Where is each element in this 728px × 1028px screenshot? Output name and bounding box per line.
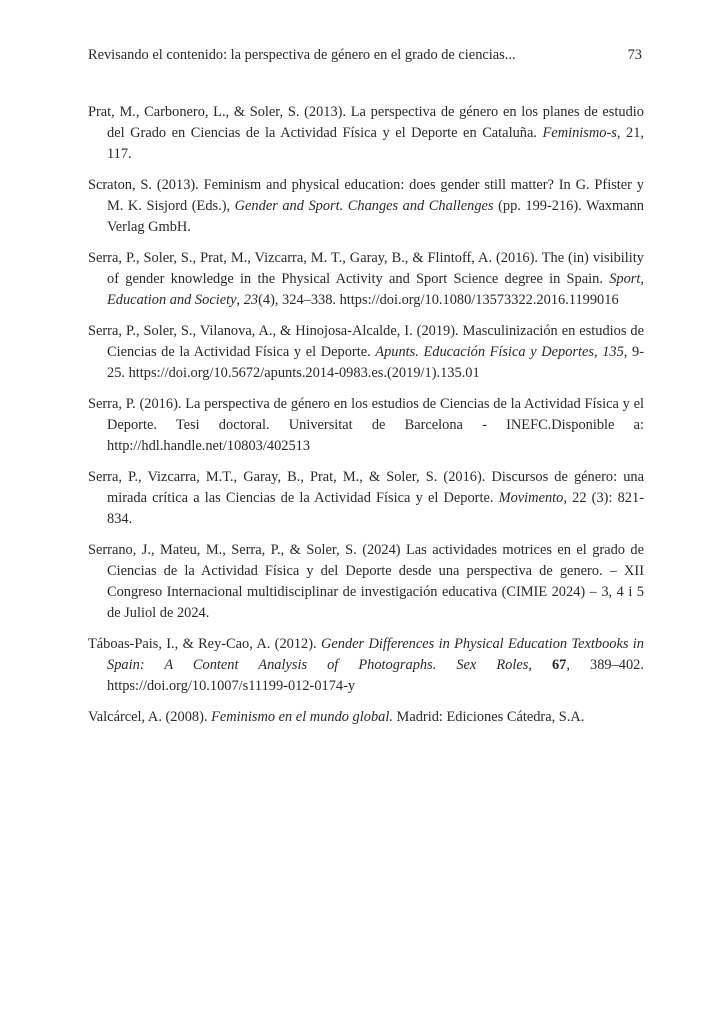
ref-text: Serra, P. (2016). La perspectiva de género en los estudios de Ciencias de la Actividad Física y el Deporte. Tesi doctoral. Universitat de Barcelona - INEFC.Disponible a: http://hdl.handle.net/10803/402513: [88, 396, 644, 454]
ref-volume: 67: [551, 657, 567, 673]
reference-list: [88, 102, 644, 738]
ref-text: Madrid: Ediciones Cátedra, S.A.: [392, 709, 585, 725]
ref-text: Serra, P., Vizcarra, M.T., Garay, B., Prat, M., & Soler, S. (2016). Discursos de género: una mirada crítica a las Ciencias de la Actividad Física y el Deporte.: [88, 469, 644, 506]
ref-text: , 389–402. https://doi.org/10.1007/s11199-012-0174-y: [107, 657, 644, 694]
ref-title: Gender Differences in Physical Education Textbooks in Spain: A Content Analysis of Photographs. Sex Roles,: [107, 636, 644, 673]
ref-text: Scraton, S. (2013). Feminism and physical education: does gender still matter? In G. Pfister y M. K. Sisjord (Eds.),: [88, 177, 644, 214]
ref-text: Táboas-Pais, I., & Rey-Cao, A. (2012).: [88, 636, 321, 652]
ref-text: , 9-25. https://doi.org/10.5672/apunts.2014-0983.es.(2019/1).135.01: [107, 344, 644, 381]
ref-text: ,: [593, 344, 603, 360]
ref-volume: 23: [243, 292, 259, 308]
ref-text: Serra, P., Soler, S., Prat, M., Vizcarra, M. T., Garay, B., & Flintoff, A. (2016). The (in) visibility of gender knowledge in the Physical Activity and Sport Science degree in Spain.: [88, 250, 644, 287]
ref-book-title: Feminismo en el mundo global.: [211, 709, 393, 725]
reference-scraton-2013: [88, 175, 644, 238]
ref-journal: Feminismo-s: [542, 125, 617, 141]
reference-serra-2016c: [88, 467, 644, 530]
ref-volume: 135: [602, 344, 624, 360]
ref-journal: Apunts. Educación Física y Deportes: [375, 344, 594, 360]
reference-serrano-2024: [88, 540, 644, 624]
ref-text: Serrano, J., Mateu, M., Serra, P., & Soler, S. (2024) Las actividades motrices en el grado de Ciencias de la Actividad Física y del Deporte desde una perspectiva de genero. – XII Congreso Internacional multidisciplinar de investigación educativa (CIMIE 2024) – 3, 4 i 5 de Juliol de 2024.: [88, 542, 644, 621]
ref-text: , 22 (3): 821-834.: [107, 490, 644, 527]
reference-prat-2013: [88, 102, 644, 165]
page-number: 73: [627, 47, 642, 63]
ref-journal: Sport, Education and Society: [107, 271, 644, 308]
ref-journal: Movimento: [498, 490, 564, 506]
ref-text: , 21, 117.: [107, 125, 645, 162]
reference-valcarcel-2008: [88, 707, 644, 728]
ref-text: [532, 657, 552, 673]
ref-text: (4), 324–338. https://doi.org/10.1080/13573322.2016.1199016: [258, 292, 619, 308]
ref-text: Valcárcel, A. (2008).: [88, 709, 212, 725]
ref-text: Prat, M., Carbonero, L., & Soler, S. (2013). La perspectiva de género en los planes de estudio del Grado en Ciencias de la Actividad Física y el Deporte en Cataluña.: [88, 104, 644, 141]
running-title: Revisando el contenido: la perspectiva de género en el grado de ciencias...: [88, 47, 516, 63]
reference-serra-2016b: [88, 394, 644, 457]
reference-serra-2019: [88, 321, 644, 384]
reference-taboas-2012: [88, 634, 644, 697]
ref-book-title: Gender and Sport. Changes and Challenges: [234, 198, 494, 214]
ref-text: (pp. 199-216). Waxmann Verlag GmbH.: [107, 198, 644, 235]
reference-serra-2016a: [88, 248, 644, 311]
ref-text: ,: [236, 292, 244, 308]
ref-text: Serra, P., Soler, S., Vilanova, A., & Hinojosa-Alcalde, I. (2019). Masculinización en estudios de Ciencias de la Actividad Física y el Deporte.: [88, 323, 644, 360]
